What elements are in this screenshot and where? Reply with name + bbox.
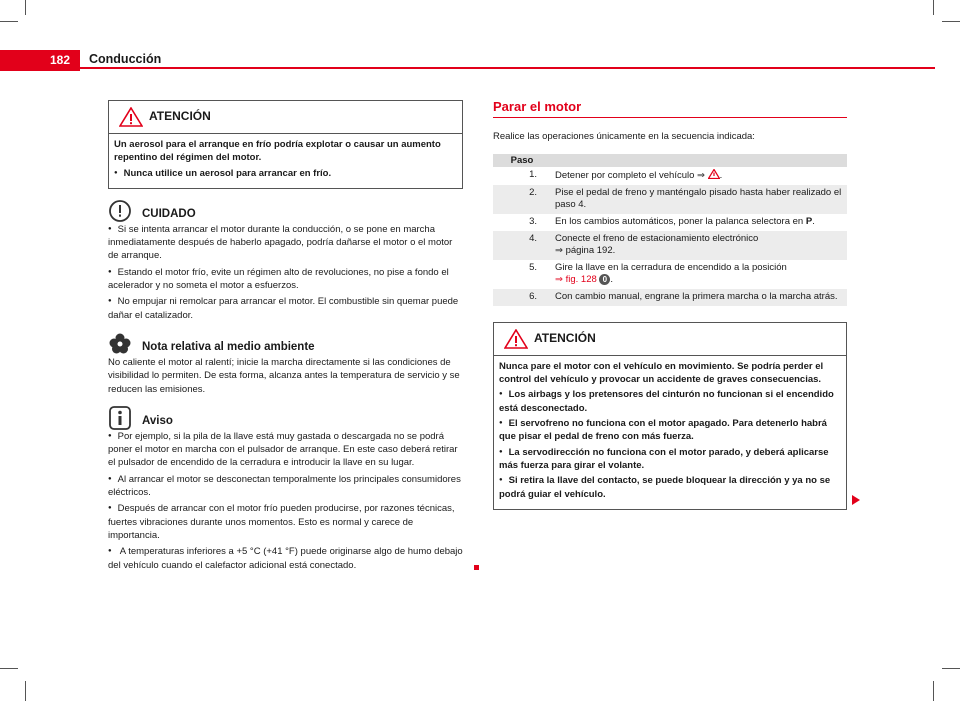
step-number: 4. bbox=[493, 231, 551, 260]
right-column bbox=[493, 100, 847, 510]
crop-mark bbox=[25, 0, 26, 15]
notice-heading bbox=[108, 408, 463, 430]
notice-item: ● Después de arrancar con el motor frío pueden producirse, por razones técnicas, fuertes vibraciones durante unos momentos. Esto es normal y carece de importancia. bbox=[108, 502, 463, 542]
caution-title: CUIDADO bbox=[142, 207, 196, 220]
step-number: 5. bbox=[529, 261, 537, 273]
step-text: Conecte el freno de estacionamiento electrónico ⇒ página 192. bbox=[551, 231, 847, 260]
notice-item: ● Por ejemplo, si la pila de la llave está muy gastada o descargada no se podrá poner el motor en marcha con el pulsador de arranque. En este caso deberá retirar el pulsador de encendido de la cerradura e introducir la llave en su lugar. bbox=[108, 430, 463, 470]
step-text: Con cambio manual, engrane la primera marcha o la marcha atrás. bbox=[551, 289, 847, 306]
warning-box bbox=[108, 100, 463, 189]
step-text: Gire la llave en la cerradura de encendido a la posición ⇒ fig. 128 0 . bbox=[555, 261, 787, 285]
position-badge: 0 bbox=[599, 274, 610, 285]
table-header-row bbox=[493, 154, 847, 167]
warning-triangle-icon bbox=[504, 329, 528, 349]
left-column bbox=[108, 100, 463, 575]
caution-item: ● No empujar ni remolcar para arrancar el motor. El combustible sin quemar puede dañar el catalizador. bbox=[108, 295, 463, 322]
info-icon bbox=[108, 406, 132, 430]
step-number: 1. bbox=[529, 168, 537, 180]
notice-item bbox=[108, 545, 463, 572]
table-row bbox=[493, 260, 847, 289]
steps-table bbox=[493, 154, 847, 306]
header-rule bbox=[80, 67, 935, 69]
caution-icon bbox=[108, 199, 132, 223]
step-number: 3. bbox=[529, 215, 537, 227]
crop-mark bbox=[25, 681, 26, 701]
notice-title: Aviso bbox=[142, 414, 173, 427]
warning-triangle-icon bbox=[119, 107, 143, 127]
intro-text: Realice las operaciones únicamente en la secuencia indicada: bbox=[493, 131, 755, 143]
crop-mark bbox=[0, 21, 18, 22]
running-header: Conducción bbox=[89, 52, 162, 66]
caution-item: ● Estando el motor frío, evite un régimen alto de revoluciones, no pise a fondo el acelerador y no someta el motor a esfuerzos. bbox=[108, 266, 463, 293]
warning-item: ● Los airbags y los pretensores del cinturón no funcionan si el encendido está desconectado. bbox=[499, 388, 841, 415]
table-row bbox=[493, 231, 847, 260]
warning-title: ATENCIÓN bbox=[149, 109, 211, 123]
page-reference-link[interactable]: ⇒ página 192. bbox=[555, 244, 616, 256]
flower-environment-icon bbox=[108, 332, 132, 356]
page-number: 182 bbox=[0, 50, 80, 71]
crop-mark bbox=[933, 0, 934, 15]
environment-text: No caliente el motor al ralentí; inicie la marcha directamente si las condiciones de visibilidad lo permiten. De esta forma, alcanza antes la temperatura de servicio y se reducen las emisiones. bbox=[108, 356, 460, 395]
warning-item: ● El servofreno no funciona con el motor apagado. Para detenerlo habrá que pisar el pedal de freno con más fuerza. bbox=[499, 417, 841, 444]
caution-heading bbox=[108, 201, 463, 223]
caution-item: ● Si se intenta arrancar el motor durante la conducción, o se pone en marcha inmediatamente después de haberlo apagado, podría dañarse el motor o el motor de arranque. bbox=[108, 223, 463, 263]
step-text: En los cambios automáticos, poner la palanca selectora en P. bbox=[555, 215, 815, 227]
warning-title: ATENCIÓN bbox=[534, 330, 596, 345]
continue-arrow-icon bbox=[852, 495, 860, 505]
crop-mark bbox=[933, 681, 934, 701]
table-row bbox=[493, 167, 847, 185]
table-row bbox=[493, 185, 847, 214]
environment-title: Nota relativa al medio ambiente bbox=[142, 340, 315, 353]
warning-item: ● Si retira la llave del contacto, se puede bloquear la dirección y ya no se podrá guiar el vehículo. bbox=[499, 474, 841, 501]
warning-text: Un aerosol para el arranque en frío podría explotar o causar un aumento repentino del régimen del motor. bbox=[114, 139, 441, 164]
figure-reference-link[interactable]: ⇒ fig. 128 bbox=[555, 273, 597, 285]
crop-mark bbox=[0, 668, 18, 669]
environment-heading bbox=[108, 334, 463, 356]
section-title: Parar el motor bbox=[493, 100, 847, 118]
end-mark bbox=[474, 565, 479, 570]
crop-mark bbox=[942, 21, 960, 22]
warning-item: ● La servodirección no funciona con el motor parado, y deberá aplicarse más fuerza para girar el volante. bbox=[499, 446, 841, 473]
warning-triangle-icon bbox=[708, 169, 720, 179]
notice-item: ● Al arrancar el motor se desconectan temporalmente los principales consumidores eléctricos. bbox=[108, 473, 463, 500]
step-number: 2. bbox=[493, 185, 551, 214]
table-row bbox=[493, 214, 847, 231]
table-header-step: Paso bbox=[493, 154, 551, 167]
notice-item-text: A temperaturas inferiores a +5 °C (+41 °F) puede originarse algo de humo debajo del vehículo cuando el calefactor adicional está conectado. bbox=[108, 546, 463, 571]
step-text: Detener por completo el vehículo ⇒ . bbox=[555, 169, 723, 181]
step-text: Pise el pedal de freno y manténgalo pisado hasta haber realizado el paso 4. bbox=[551, 185, 847, 214]
warning-text: Nunca pare el motor con el vehículo en movimiento. Se podría perder el control del vehículo y provocar un accidente de graves consecuencias. bbox=[499, 360, 824, 386]
crop-mark bbox=[942, 668, 960, 669]
warning-bullet: ● Nunca utilice un aerosol para arrancar en frío. bbox=[114, 167, 457, 180]
step-number: 6. bbox=[493, 289, 551, 306]
table-row bbox=[493, 289, 847, 306]
warning-box bbox=[493, 322, 847, 510]
